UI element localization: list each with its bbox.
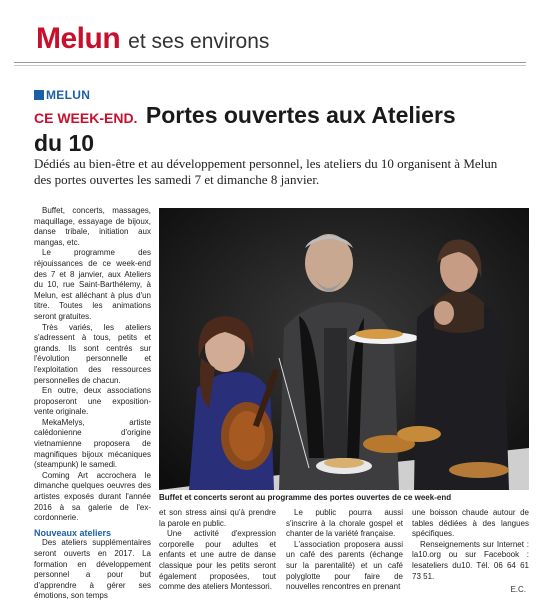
paragraph: Le programme des réjouissances de ce week-end des 7 et 8 janvier, aux Ateliers du 10, rue Saint-Barthélemy, à Melun, est alléchant à plus d'un titre. Toutes les animations seront gratuites. xyxy=(34,248,151,321)
paragraph: L'association proposera aussi un café des parents (échange sur la parentalité) et un café polyglotte pour faire de nouvelles rencontres en prenant xyxy=(286,539,403,592)
paragraph: Buffet, concerts, massages, maquillage, essayage de bijoux, danse tribale, initiation aux mangas, etc. xyxy=(34,206,151,247)
paragraph: Renseignements sur Internet : la10.org ou sur Facebook : lesateliers du10. Tél. 06 64 61 73 51. xyxy=(412,539,529,581)
column-4 xyxy=(412,508,529,582)
section-label xyxy=(34,88,90,102)
article-photo xyxy=(159,208,529,490)
paragraph: En outre, deux associations proposeront une exposition-vente originale. xyxy=(34,386,151,417)
paragraph: une boisson chaude autour de tables dédiées à des langues spécifiques. xyxy=(412,508,529,539)
paragraph: MekaMelys, artiste calédonienne d'origine vietnamienne proposera de magnifiques bijoux mécaniques (steampunk) le samedi. xyxy=(34,417,151,470)
paragraph: Des ateliers supplémentaires seront ouverts en 2017. La formation en développement personnel a pour but d'apprendre à gérer ses émotions, son temps xyxy=(34,538,151,601)
paragraph: Très variés, les ateliers s'adressent à tous, petits et grands. Ils sont centrés sur l'évolution personnelle et l'exploitation des ressources personnelles de chacun. xyxy=(34,322,151,385)
subheading: Nouveaux ateliers xyxy=(34,527,112,538)
headline-title: Portes ouvertes aux Ateliers du 10 xyxy=(34,102,456,156)
paragraph: Coming Art accrochera le dimanche quelques oeuvres des artistes exposés durant l'année 2016 à sa galerie de l'ex-cordonnerie. xyxy=(34,470,151,523)
author-signature: E.C. xyxy=(510,585,526,594)
paragraph: et son stress ainsi qu'à prendre la parole en public. xyxy=(159,508,276,528)
photo-illustration xyxy=(159,208,529,490)
header-rule-thin xyxy=(14,65,526,66)
column-1 xyxy=(34,206,151,602)
paragraph: Le public pourra aussi s'inscrire à la chorale gospel et chanter de la variété française. xyxy=(286,508,403,539)
headline-kicker: CE WEEK-END. xyxy=(34,110,138,126)
column-2 xyxy=(159,508,276,593)
photo-caption: Buffet et concerts seront au programme des portes ouvertes de ce week-end xyxy=(159,493,452,502)
header-rule xyxy=(14,62,526,63)
column-3 xyxy=(286,508,403,593)
page-header xyxy=(36,22,269,62)
paragraph: Une activité d'expression corporelle pour adultes et enfants et une autre de danse classique pour les petits seront également proposées, tout comme des ateliers Montessori. xyxy=(159,529,276,592)
header-city: Melun xyxy=(36,22,121,55)
section-label-text: MELUN xyxy=(46,88,91,102)
section-square-icon xyxy=(34,90,44,100)
headline xyxy=(34,103,474,159)
header-subtitle: et ses environs xyxy=(128,30,270,53)
lead-paragraph: Dédiés au bien-être et au développement personnel, les ateliers du 10 organisent à Melun des portes ouvertes les samedi 7 et dimanche 8 janvier. xyxy=(34,156,498,187)
